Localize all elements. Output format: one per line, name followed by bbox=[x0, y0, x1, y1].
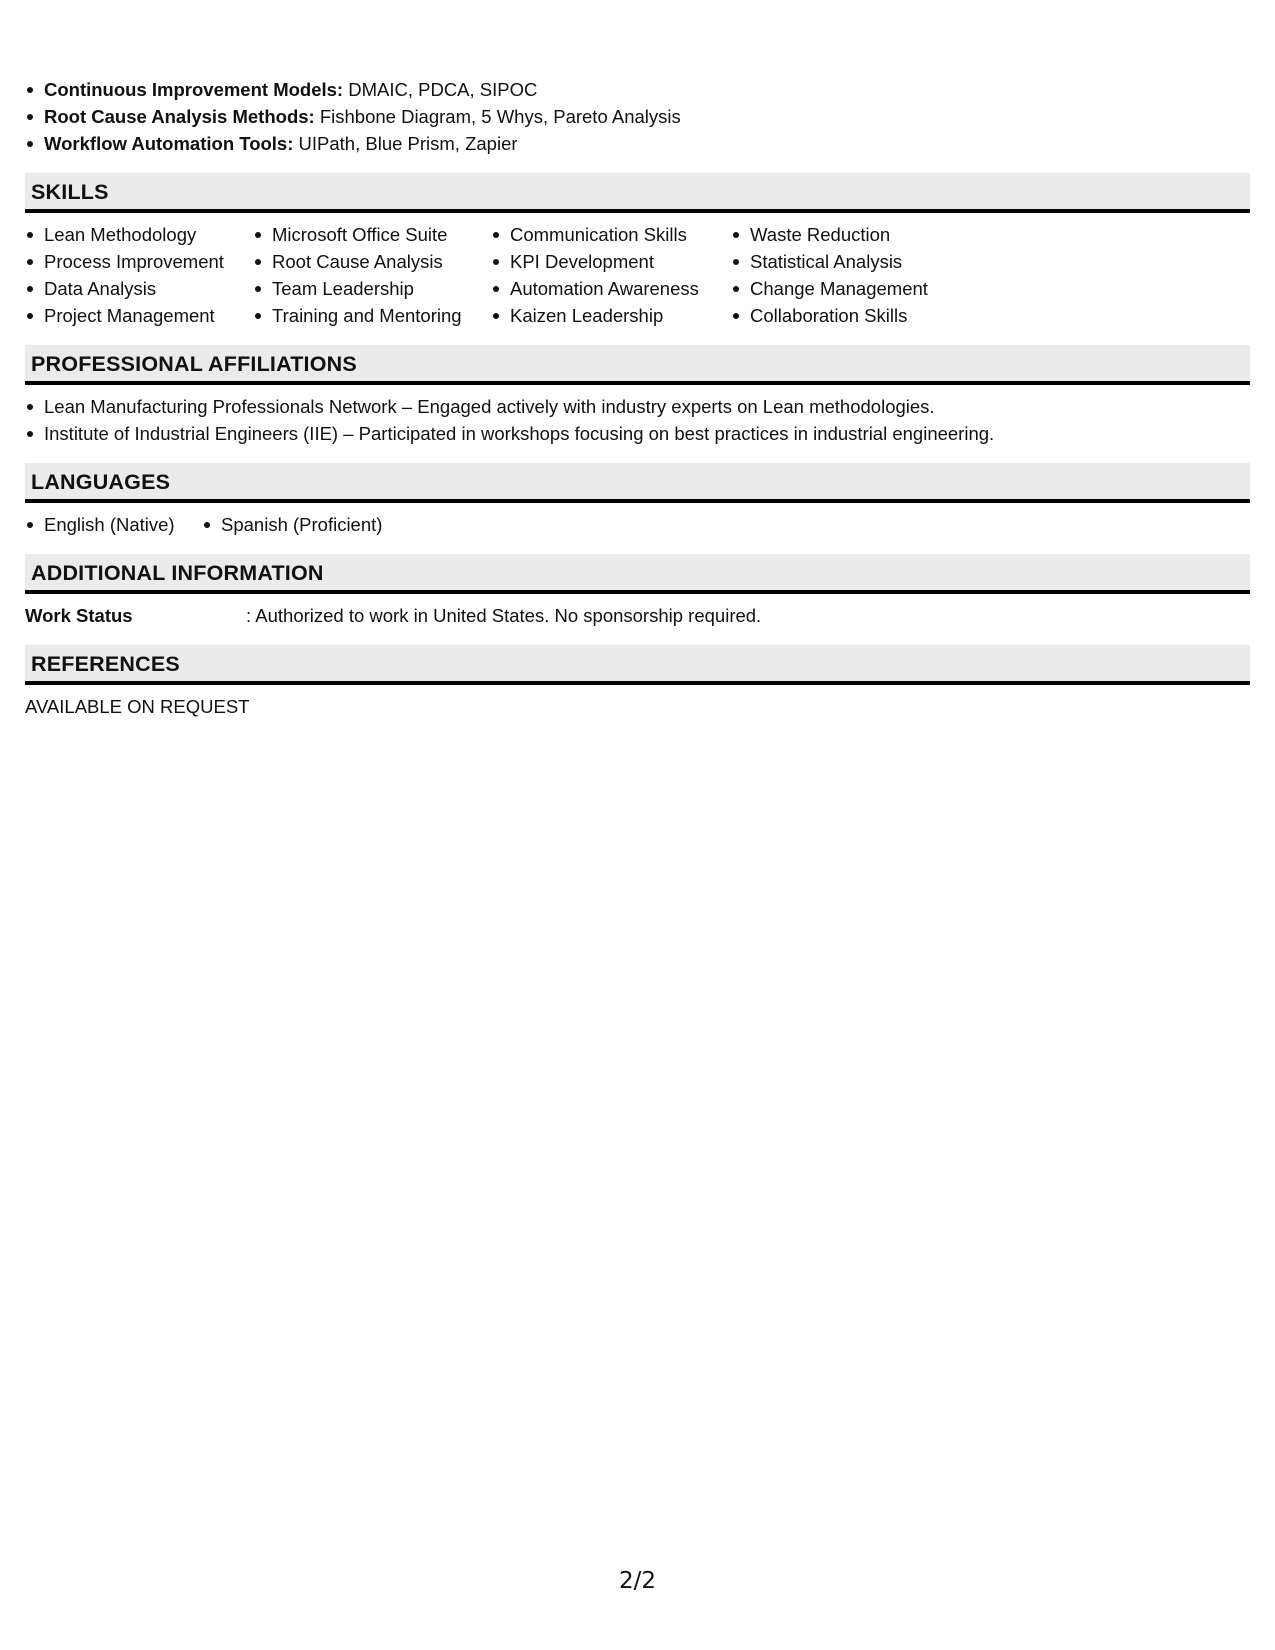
skills-column bbox=[25, 221, 253, 329]
skills-column bbox=[491, 221, 731, 329]
tools-item-value: UIPath, Blue Prism, Zapier bbox=[293, 133, 518, 154]
tools-item-label: Workflow Automation Tools: bbox=[44, 133, 294, 154]
additional-info-section-title: ADDITIONAL INFORMATION bbox=[31, 561, 324, 585]
affiliation-item: Institute of Industrial Engineers (IIE) – Participated in workshops focusing on best practices in industrial engineering. bbox=[25, 420, 1250, 447]
tools-item bbox=[25, 76, 1250, 103]
tools-item-value: DMAIC, PDCA, SIPOC bbox=[343, 79, 538, 100]
skill-item: Change Management bbox=[731, 275, 991, 302]
skill-item: Statistical Analysis bbox=[731, 248, 991, 275]
tools-item bbox=[25, 130, 1250, 157]
page-number: 2/2 bbox=[618, 1568, 656, 1594]
language-item: Spanish (Proficient) bbox=[202, 511, 382, 538]
skill-item: Project Management bbox=[25, 302, 253, 329]
tools-item bbox=[25, 103, 1250, 130]
skill-item: Collaboration Skills bbox=[731, 302, 991, 329]
skill-item: Process Improvement bbox=[25, 248, 253, 275]
tools-item-value: Fishbone Diagram, 5 Whys, Pareto Analysis bbox=[314, 106, 681, 127]
skills-grid bbox=[25, 221, 1250, 329]
language-item: English (Native) bbox=[25, 511, 202, 538]
skill-item: Team Leadership bbox=[253, 275, 491, 302]
skills-column bbox=[731, 221, 991, 329]
references-section-title: REFERENCES bbox=[31, 652, 180, 676]
languages-section-header bbox=[25, 463, 1250, 503]
skills-section-header bbox=[25, 173, 1250, 213]
skill-item: KPI Development bbox=[491, 248, 731, 275]
skill-item: Microsoft Office Suite bbox=[253, 221, 491, 248]
references-text: AVAILABLE ON REQUEST bbox=[25, 696, 250, 717]
work-status-row bbox=[25, 602, 1250, 629]
skill-item: Automation Awareness bbox=[491, 275, 731, 302]
skill-item: Lean Methodology bbox=[25, 221, 253, 248]
work-status-value: : Authorized to work in United States. No sponsorship required. bbox=[246, 605, 762, 626]
languages-list bbox=[25, 511, 1250, 538]
additional-info-section-header bbox=[25, 554, 1250, 594]
resume-page-2 bbox=[25, 76, 1250, 720]
affiliations-section-title: PROFESSIONAL AFFILIATIONS bbox=[31, 352, 357, 376]
work-status-label: Work Status bbox=[25, 605, 133, 626]
skill-item: Root Cause Analysis bbox=[253, 248, 491, 275]
languages-column bbox=[25, 511, 202, 538]
affiliations-list bbox=[25, 393, 1250, 447]
skills-section-title: SKILLS bbox=[31, 180, 109, 204]
languages-section-title: LANGUAGES bbox=[31, 470, 171, 494]
languages-column bbox=[202, 511, 382, 538]
skill-item: Waste Reduction bbox=[731, 221, 991, 248]
tools-list bbox=[25, 76, 1250, 157]
affiliation-item: Lean Manufacturing Professionals Network – Engaged actively with industry experts on Lean methodologies. bbox=[25, 393, 1250, 420]
tools-item-label: Continuous Improvement Models: bbox=[44, 79, 344, 100]
affiliations-section-header bbox=[25, 345, 1250, 385]
skill-item: Communication Skills bbox=[491, 221, 731, 248]
tools-item-label: Root Cause Analysis Methods: bbox=[44, 106, 315, 127]
skills-column bbox=[253, 221, 491, 329]
references-section-header bbox=[25, 645, 1250, 685]
skill-item: Kaizen Leadership bbox=[491, 302, 731, 329]
skill-item: Data Analysis bbox=[25, 275, 253, 302]
skill-item: Training and Mentoring bbox=[253, 302, 491, 329]
